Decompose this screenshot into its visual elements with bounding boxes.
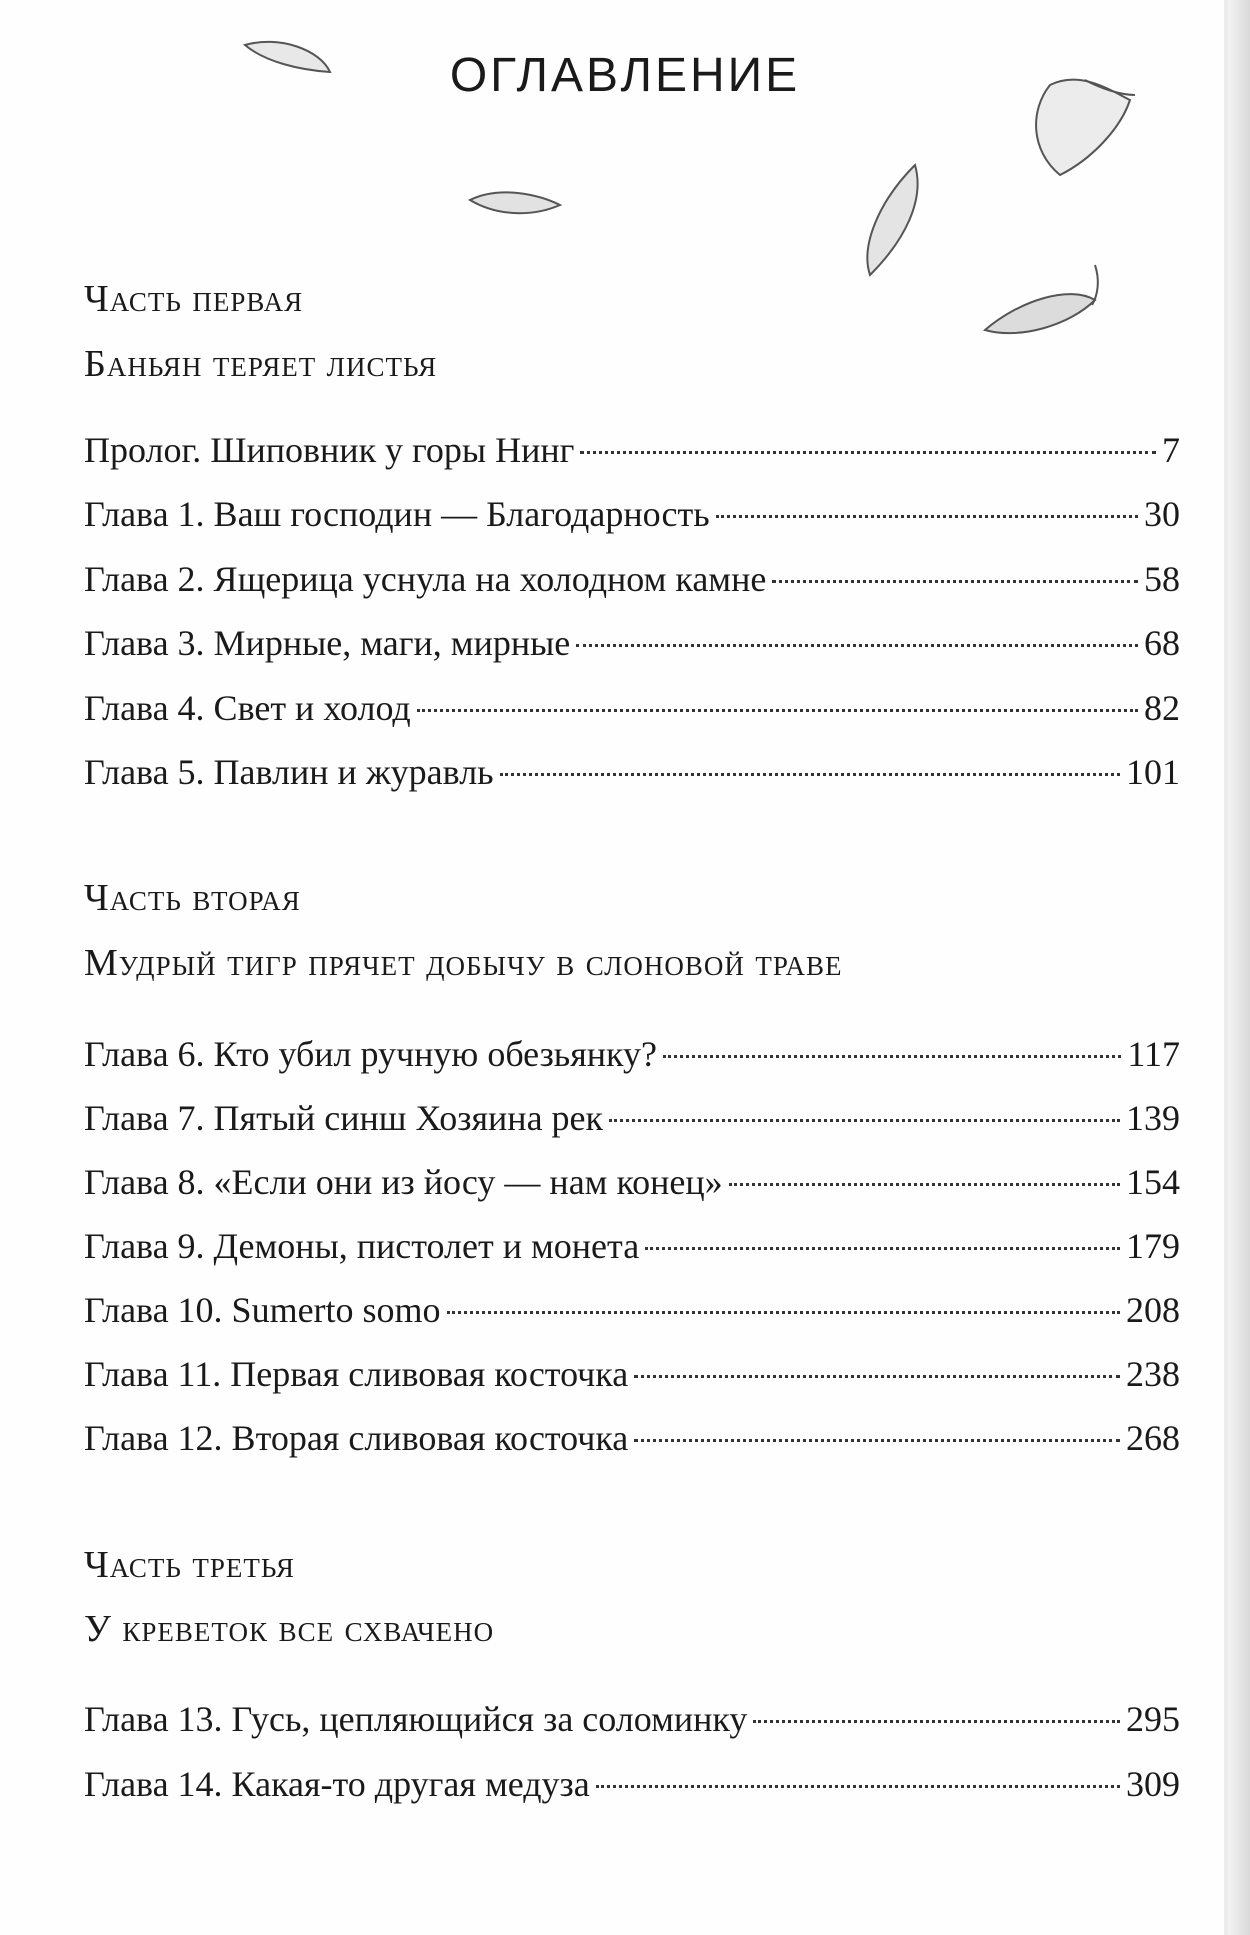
toc-entry[interactable]: [84, 1224, 1180, 1268]
dot-leader: [596, 1785, 1120, 1788]
entry-page: 82: [1144, 688, 1180, 728]
entry-label: Глава 5. Павлин и журавль: [84, 752, 494, 792]
dot-leader: [580, 451, 1156, 454]
part-1-label: Часть первая: [84, 278, 304, 320]
table-of-contents: [84, 0, 1180, 1935]
entry-page: 58: [1144, 559, 1180, 599]
entry-label: Глава 3. Мирные, маги, мирные: [84, 623, 571, 663]
entry-label: Глава 8. «Если они из йосу — нам конец»: [84, 1162, 723, 1202]
entry-page: 68: [1144, 623, 1180, 663]
dot-leader: [753, 1720, 1120, 1723]
entry-label: Глава 4. Свет и холод: [84, 688, 411, 728]
toc-entry[interactable]: [84, 1416, 1180, 1460]
entry-label: Пролог. Шиповник у горы Нинг: [84, 430, 575, 470]
entry-page: 117: [1127, 1034, 1180, 1074]
entry-page: 154: [1126, 1162, 1180, 1202]
dot-leader: [729, 1183, 1120, 1186]
entry-label: Глава 6. Кто убил ручную обезьянку?: [84, 1034, 657, 1074]
entry-page: 208: [1126, 1290, 1180, 1330]
toc-entry[interactable]: [84, 492, 1180, 536]
toc-entry[interactable]: [84, 1352, 1180, 1396]
dot-leader: [447, 1311, 1120, 1314]
dot-leader: [716, 515, 1138, 518]
part-3-title: У креветок все схвачено: [84, 1608, 495, 1650]
toc-entry[interactable]: [84, 686, 1180, 730]
dot-leader: [663, 1055, 1121, 1058]
page-edge: [1228, 0, 1250, 1935]
entry-label: Глава 2. Ящерица уснула на холодном камне: [84, 559, 767, 599]
toc-entry[interactable]: [84, 428, 1180, 472]
entry-page: 30: [1144, 494, 1180, 534]
entry-label: Глава 10. Sumerto somo: [84, 1290, 441, 1330]
entry-label: Глава 11. Первая сливовая косточка: [84, 1354, 629, 1394]
entry-label: Глава 13. Гусь, цепляющийся за соломинку: [84, 1699, 748, 1739]
dot-leader: [645, 1247, 1120, 1250]
entry-label: Глава 14. Какая-то другая медуза: [84, 1764, 590, 1804]
entry-page: 7: [1162, 430, 1180, 470]
toc-entry[interactable]: [84, 1697, 1180, 1741]
toc-entry[interactable]: [84, 557, 1180, 601]
entry-label: Глава 1. Ваш господин — Благодарность: [84, 494, 710, 534]
toc-entry[interactable]: [84, 621, 1180, 665]
part-1-title: Баньян теряет листья: [84, 343, 438, 385]
toc-entry[interactable]: [84, 1762, 1180, 1806]
dot-leader: [417, 709, 1138, 712]
dot-leader: [576, 644, 1138, 647]
dot-leader: [772, 580, 1138, 583]
entry-label: Глава 7. Пятый синш Хозяина рек: [84, 1098, 604, 1138]
entry-page: 295: [1126, 1699, 1180, 1739]
entry-page: 309: [1126, 1764, 1180, 1804]
toc-entry[interactable]: [84, 1288, 1180, 1332]
entry-page: 139: [1126, 1098, 1180, 1138]
part-2-label: Часть вторая: [84, 877, 301, 919]
toc-entry[interactable]: [84, 750, 1180, 794]
entry-page: 179: [1126, 1226, 1180, 1266]
entry-page: 268: [1126, 1418, 1180, 1458]
entry-page: 238: [1126, 1354, 1180, 1394]
toc-entry[interactable]: [84, 1096, 1180, 1140]
part-3-label: Часть третья: [84, 1544, 295, 1586]
dot-leader: [634, 1439, 1120, 1442]
dot-leader: [500, 773, 1120, 776]
part-2-title: Мудрый тигр прячет добычу в слоновой траве: [84, 942, 843, 984]
dot-leader: [634, 1375, 1120, 1378]
entry-page: 101: [1126, 752, 1180, 792]
dot-leader: [609, 1119, 1120, 1122]
page-title: ОГЛАВЛЕНИЕ: [449, 49, 801, 102]
entry-label: Глава 9. Демоны, пистолет и монета: [84, 1226, 640, 1266]
toc-entry[interactable]: [84, 1032, 1180, 1076]
entry-label: Глава 12. Вторая сливовая косточка: [84, 1418, 629, 1458]
toc-entry[interactable]: [84, 1160, 1180, 1204]
